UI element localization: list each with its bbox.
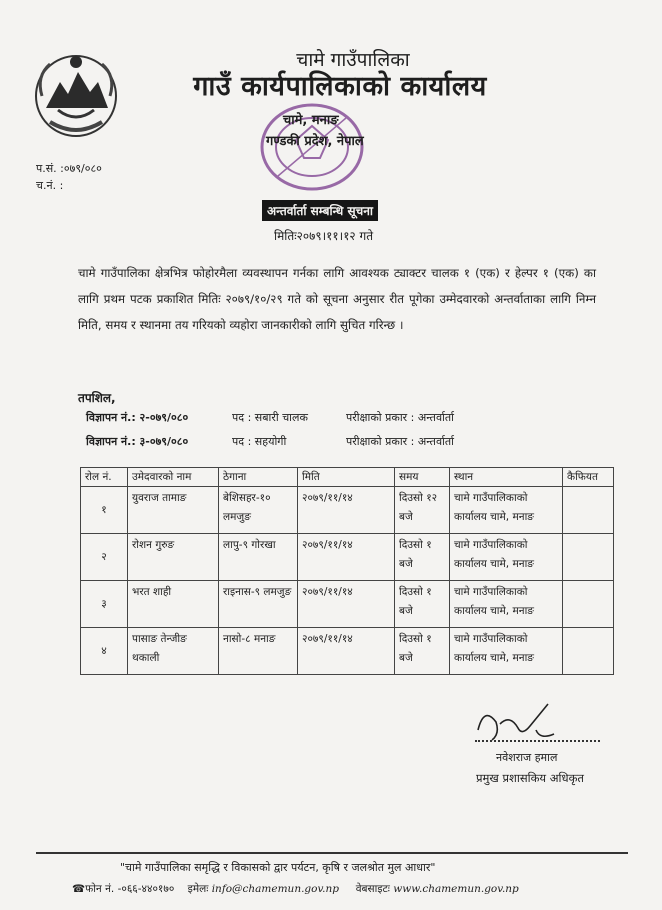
advertisement-post: पद : सहयोगी [232, 435, 287, 448]
phone-label: फोन नं. [85, 883, 115, 895]
office-title: गाउँ कार्यपालिकाको कार्यालय [193, 71, 487, 102]
time-cell: दिउसो १२ बजे [395, 487, 450, 534]
column-header: कैफियत [563, 468, 614, 487]
address-cell: लापु-९ गोरखा [219, 534, 298, 581]
name-cell: रोशन गुरुङ [128, 534, 219, 581]
table-row [81, 581, 614, 628]
nepal-emblem-icon [28, 46, 124, 142]
advertisement-post: पद : सबारी चालक [232, 411, 308, 424]
date-cell: २०७९/११/१४ [298, 581, 395, 628]
phone-icon: ☎ [72, 883, 86, 895]
address-line-2: गण्डकी प्रदेश, नेपाल [266, 134, 364, 149]
name-cell: भरत शाही [128, 581, 219, 628]
column-header: समय [395, 468, 450, 487]
advertisement-number: विज्ञापन नं.: २-०७९/०८० [86, 411, 189, 424]
advertisement-exam-type: परीक्षाको प्रकार : अन्तर्वार्ता [346, 435, 455, 448]
remarks-cell [563, 534, 614, 581]
dispatch-number: च.नं. : [36, 179, 64, 192]
signature-icon [470, 700, 580, 750]
remarks-cell [563, 581, 614, 628]
place-cell: चामे गाउँपालिकाको कार्यालय चामे, मनाङ [450, 487, 563, 534]
table-header-row [81, 468, 614, 487]
address-cell: नासो-८ मनाङ [219, 628, 298, 675]
roll-cell: ४ [81, 628, 128, 675]
advertisement-number: विज्ञापन नं.: ३-०७९/०८० [86, 435, 189, 448]
column-header: मिति [298, 468, 395, 487]
place-cell: चामे गाउँपालिकाको कार्यालय चामे, मनाङ [450, 628, 563, 675]
details-heading: तपशिल, [78, 391, 116, 405]
place-cell: चामे गाउँपालिकाको कार्यालय चामे, मनाङ [450, 534, 563, 581]
time-cell: दिउसो १ बजे [395, 628, 450, 675]
date-cell: २०७९/११/१४ [298, 628, 395, 675]
column-header: स्थान [450, 468, 563, 487]
reference-number: प.सं. :०७९/०८० [36, 162, 102, 175]
website-label: वेबसाइटः [355, 883, 390, 895]
table-row [81, 628, 614, 675]
roll-cell: २ [81, 534, 128, 581]
phone-number: -०६६-४४०१७० [117, 883, 175, 895]
advertisement-line [86, 410, 455, 425]
column-header: ठेगाना [219, 468, 298, 487]
date-cell: २०७९/११/१४ [298, 534, 395, 581]
notice-title: अन्तर्वार्ता सम्बन्धि सूचना [262, 200, 378, 221]
column-header: उमेदवारको नाम [128, 468, 219, 487]
interview-schedule-table [80, 467, 614, 675]
signatory-name: नवेशराज हमाल [496, 751, 558, 764]
notice-body: चामे गाउँपालिका क्षेत्रभित्र फोहोरमैला व्यवस्थापन गर्नका लागि आवश्यक ट्याक्टर चालक १ (एक) र हेल्पर १ (एक) का लागि प्रथम पटक प्रकाशित मितिः २०७९/१०/२९ गते को सूचना अनुसार रीत पूगेका उम्मेदवारको अन्तर्वाताका लागि निम्न मिति, समय र स्थानमा तय गरियको व्यहोरा जानकारीको लागि सुचित गरिन्छ । [78, 266, 596, 332]
footer-motto: "चामे गाउँपालिका समृद्धि र विकासको द्वार पर्यटन, कृषि र जलश्रोत मुल आधार" [120, 861, 436, 874]
roll-cell: १ [81, 487, 128, 534]
table-row [81, 534, 614, 581]
remarks-cell [563, 487, 614, 534]
address-cell: बेशिसहर-१० लमजुङ [219, 487, 298, 534]
date-cell: २०७९/११/१४ [298, 487, 395, 534]
column-header: रोल नं. [81, 468, 128, 487]
footer-divider [36, 852, 628, 854]
advertisement-line [86, 434, 455, 449]
time-cell: दिउसो १ बजे [395, 534, 450, 581]
signature-line [475, 740, 600, 742]
email-link[interactable]: info@chamemun.gov.np [211, 883, 339, 895]
name-cell: पासाङ तेन्जीङ थकाली [128, 628, 219, 675]
time-cell: दिउसो १ बजे [395, 581, 450, 628]
address-cell: राइनास-९ लमजुङ [219, 581, 298, 628]
municipality-name: चामे गाउँपालिका [296, 49, 410, 71]
place-cell: चामे गाउँपालिकाको कार्यालय चामे, मनाङ [450, 581, 563, 628]
notice-date: मितिः२०७९।११।१२ गते [274, 229, 374, 243]
footer-contact [72, 882, 519, 896]
website-link[interactable]: www.chamemun.gov.np [393, 883, 519, 895]
signatory-title: प्रमुख प्रशासकिय अधिकृत [476, 771, 584, 785]
email-label: इमेलः [187, 883, 209, 895]
remarks-cell [563, 628, 614, 675]
advertisement-exam-type: परीक्षाको प्रकार : अन्तर्वार्ता [346, 411, 455, 424]
address-line-1: चामे, मनाङ [283, 113, 339, 128]
table-row [81, 487, 614, 534]
roll-cell: ३ [81, 581, 128, 628]
name-cell: युवराज तामाङ [128, 487, 219, 534]
